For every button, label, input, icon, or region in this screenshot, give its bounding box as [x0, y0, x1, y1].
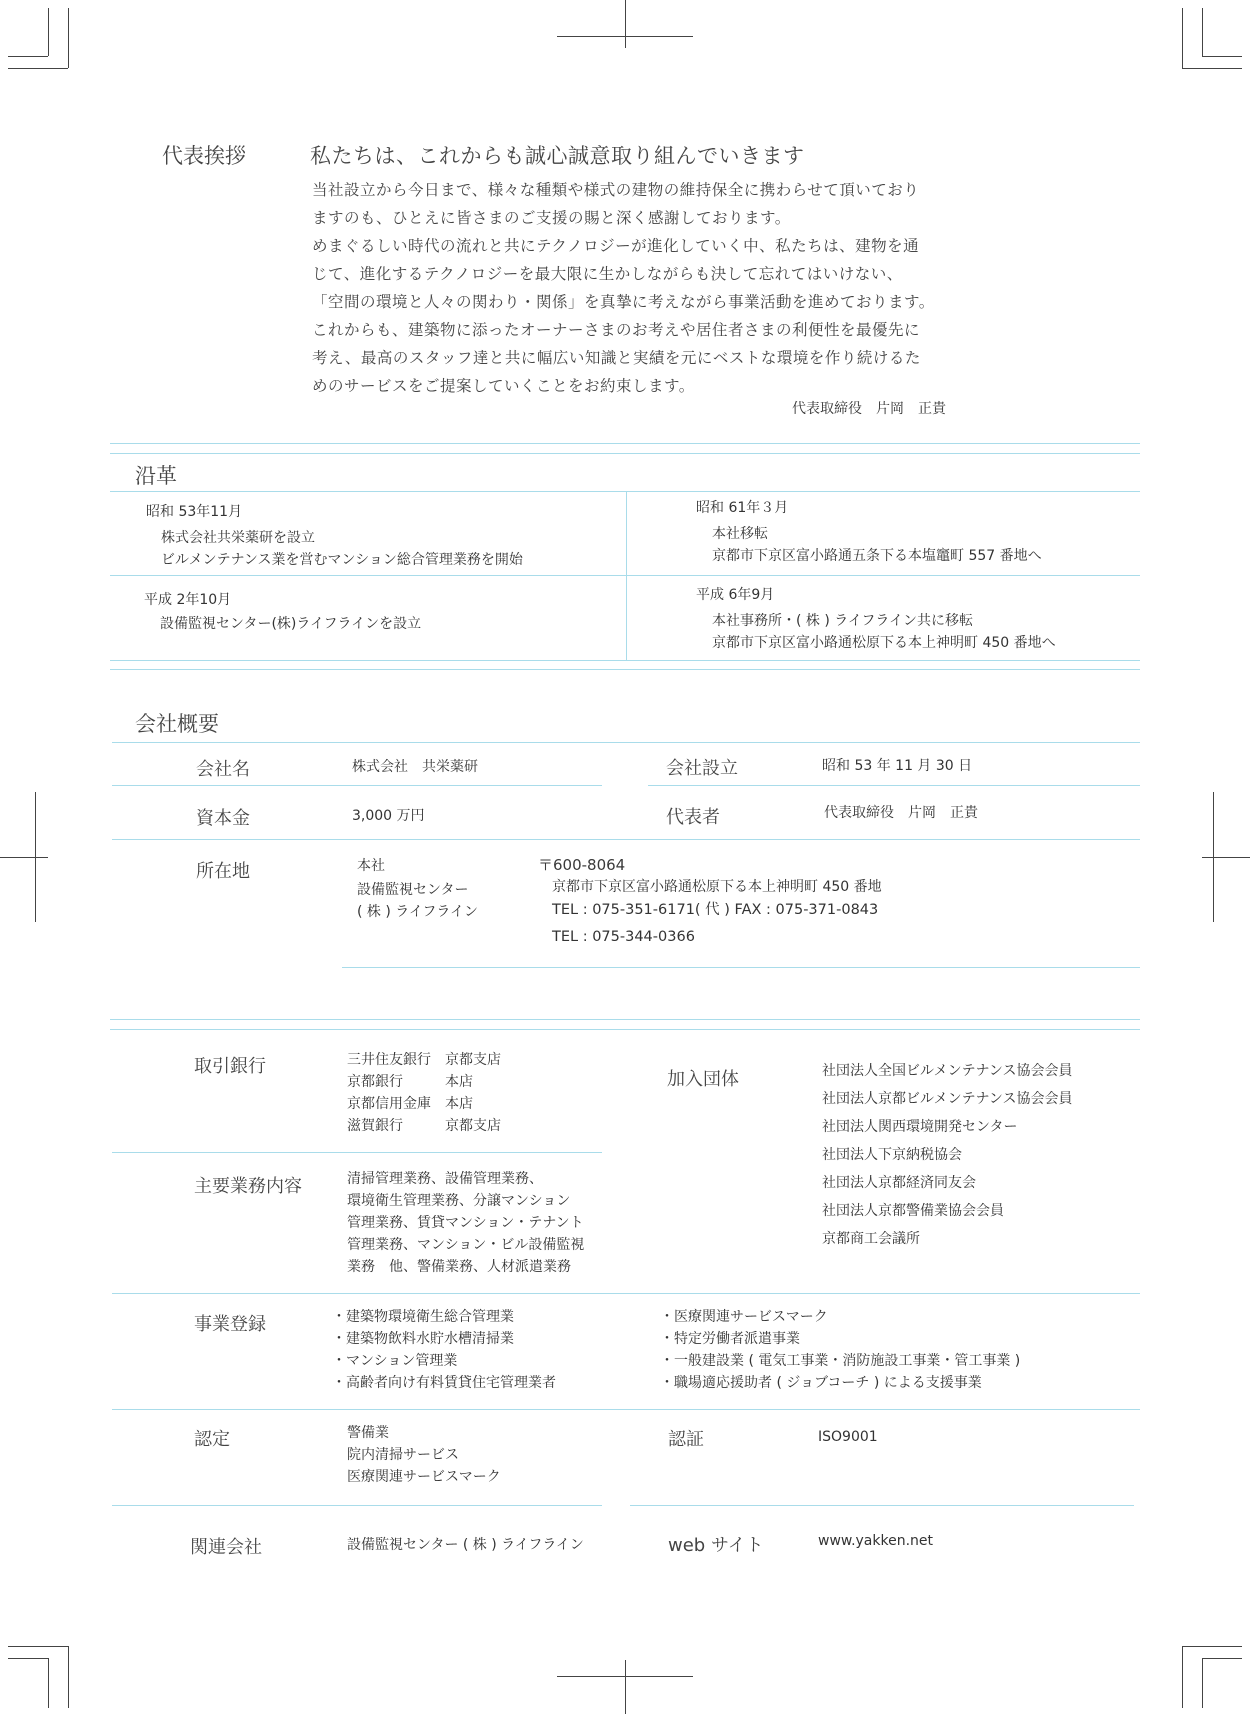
registration-right-list: [660, 1306, 1020, 1394]
greeting-label: 代表挨拶: [162, 144, 246, 168]
established: 昭和 53 年 11 月 30 日: [822, 758, 973, 774]
greeting-line: じて、進化するテクノロジーを最大限に生かしながらも決して忘れてはいけない、: [312, 265, 903, 283]
history-entry: [696, 584, 1056, 654]
business-line: 清掃管理業務、設備管理業務、: [347, 1171, 543, 1187]
company-name: 株式会社 共栄薬研: [352, 759, 478, 775]
business-line: 管理業務、賃貸マンション・テナント: [347, 1215, 584, 1231]
location-name: 本社: [357, 858, 385, 874]
bank-item: 三井住友銀行 京都支店: [347, 1052, 501, 1068]
location-name: ( 株 ) ライフライン: [357, 904, 479, 920]
bank-item: 京都銀行 本店: [347, 1074, 473, 1090]
groups-list: [822, 1057, 1072, 1253]
approval-item: 院内清掃サービス: [347, 1447, 459, 1463]
history-entry: [146, 501, 523, 571]
group-item: 社団法人京都経済同友会: [822, 1175, 976, 1191]
group-item: 社団法人京都ビルメンテナンス協会会員: [822, 1091, 1073, 1107]
group-item: 社団法人関西環境開発センター: [822, 1119, 1018, 1135]
history-line: 京都市下京区富小路通五条下る本塩竈町 557 番地へ: [712, 548, 1042, 564]
greeting-line: ますのも、ひとえに皆さまのご支援の賜と深く感謝しております。: [312, 209, 791, 227]
history-title: 沿革: [135, 464, 177, 488]
registration-item: ・特定労働者派遣事業: [660, 1331, 800, 1347]
website-link[interactable]: www.yakken.net: [818, 1533, 934, 1549]
history-date: 平成 6年9月: [696, 587, 775, 603]
greeting-line: 考え、最高のスタッフ達と共に幅広い知識と実績を元にベストな環境を作り続けるた: [312, 349, 921, 367]
group-item: 京都商工会議所: [822, 1231, 920, 1247]
registration-left-list: [332, 1306, 556, 1394]
history-line: 設備監視センター(株)ライフラインを設立: [160, 616, 422, 632]
registration-item: ・マンション管理業: [332, 1353, 458, 1369]
history-entry: [144, 589, 421, 635]
website-label: web サイト: [668, 1535, 764, 1556]
registration-item: ・医療関連サービスマーク: [660, 1309, 828, 1325]
history-line: 京都市下京区富小路通松原下る本上神明町 450 番地へ: [712, 635, 1056, 651]
greeting-headline: 私たちは、これからも誠心誠意取り組んでいきます: [310, 144, 805, 168]
greeting-signature: 代表取締役 片岡 正貴: [792, 401, 946, 417]
registration-item: ・建築物環境衛生総合管理業: [332, 1309, 514, 1325]
history-date: 昭和 61年３月: [696, 500, 789, 516]
registration-label: 事業登録: [194, 1314, 266, 1335]
history-date: 平成 2年10月: [144, 592, 232, 608]
banks-list: [347, 1049, 501, 1137]
registration-item: ・一般建設業 ( 電気工事業・消防施設工事業・管工事業 ): [660, 1353, 1021, 1369]
greeting-line: めまぐるしい時代の流れと共にテクノロジーが進化していく中、私たちは、建物を通: [312, 237, 920, 255]
tel-2: TEL : 075-344-0366: [552, 929, 695, 945]
registration-item: ・高齢者向け有料賃貸住宅管理業者: [332, 1375, 556, 1391]
related-company: 設備監視センター ( 株 ) ライフライン: [347, 1537, 584, 1553]
business-line: 管理業務、マンション・ビル設備監視: [347, 1237, 585, 1253]
history-date: 昭和 53年11月: [146, 504, 243, 520]
location-label: 所在地: [196, 861, 250, 882]
greeting-line: めのサービスをご提案していくことをお約束します。: [312, 377, 695, 395]
history-line: 本社移転: [712, 526, 768, 542]
capital: 3,000 万円: [352, 808, 425, 824]
representative: 代表取締役 片岡 正貴: [824, 805, 978, 821]
business-line: 環境衛生管理業務、分譲マンション: [347, 1193, 571, 1209]
groups-label: 加入団体: [667, 1069, 739, 1090]
registration-item: ・職場適応援助者 ( ジョブコーチ ) による支援事業: [660, 1375, 982, 1391]
history-line: 株式会社共栄薬研を設立: [161, 530, 315, 546]
capital-label: 資本金: [196, 808, 250, 829]
history-line: 本社事務所・( 株 ) ライフライン共に移転: [712, 613, 974, 629]
approval-item: 警備業: [347, 1425, 389, 1441]
business-line: 業務 他、警備業務、人材派遣業務: [347, 1259, 571, 1275]
bank-item: 滋賀銀行 京都支店: [347, 1118, 501, 1134]
registration-item: ・建築物飲料水貯水槽清掃業: [332, 1331, 514, 1347]
business-list: [347, 1168, 584, 1278]
history-entry: [696, 497, 1042, 567]
related-label: 関連会社: [190, 1537, 262, 1558]
bank-item: 京都信用金庫 本店: [347, 1096, 473, 1112]
location-name: 設備監視センター: [357, 882, 469, 898]
certification-label: 認証: [668, 1429, 704, 1450]
approval-item: 医療関連サービスマーク: [347, 1469, 501, 1485]
overview-title: 会社概要: [135, 712, 219, 736]
company-name-label: 会社名: [196, 759, 250, 780]
greeting-line: 当社設立から今日まで、様々な種類や様式の建物の維持保全に携わらせて頂いており: [312, 181, 920, 199]
greeting-line: 「空間の環境と人々の関わり・関係」を真摯に考えながら事業活動を進めております。: [312, 293, 935, 311]
group-item: 社団法人全国ビルメンテナンス協会会員: [822, 1063, 1073, 1079]
history-line: ビルメンテナンス業を営むマンション総合管理業務を開始: [161, 552, 523, 568]
tel-fax: TEL : 075-351-6171( 代 ) FAX : 075-371-0843: [552, 902, 879, 918]
postal-code: 〒600-8064: [538, 856, 626, 874]
group-item: 社団法人京都警備業協会会員: [822, 1203, 1004, 1219]
address: 京都市下京区富小路通松原下る本上神明町 450 番地: [552, 879, 882, 895]
approval-list: [347, 1422, 501, 1488]
approval-label: 認定: [194, 1429, 230, 1450]
certification: ISO9001: [818, 1429, 878, 1445]
location-names: [357, 855, 478, 923]
group-item: 社団法人下京納税協会: [822, 1147, 962, 1163]
representative-label: 代表者: [666, 807, 720, 828]
business-label: 主要業務内容: [194, 1176, 302, 1197]
established-label: 会社設立: [666, 758, 738, 779]
banks-label: 取引銀行: [194, 1056, 266, 1077]
greeting-line: これからも、建築物に添ったオーナーさまのお考えや居住者さまの利便性を最優先に: [312, 321, 921, 339]
greeting-body: [312, 176, 972, 400]
